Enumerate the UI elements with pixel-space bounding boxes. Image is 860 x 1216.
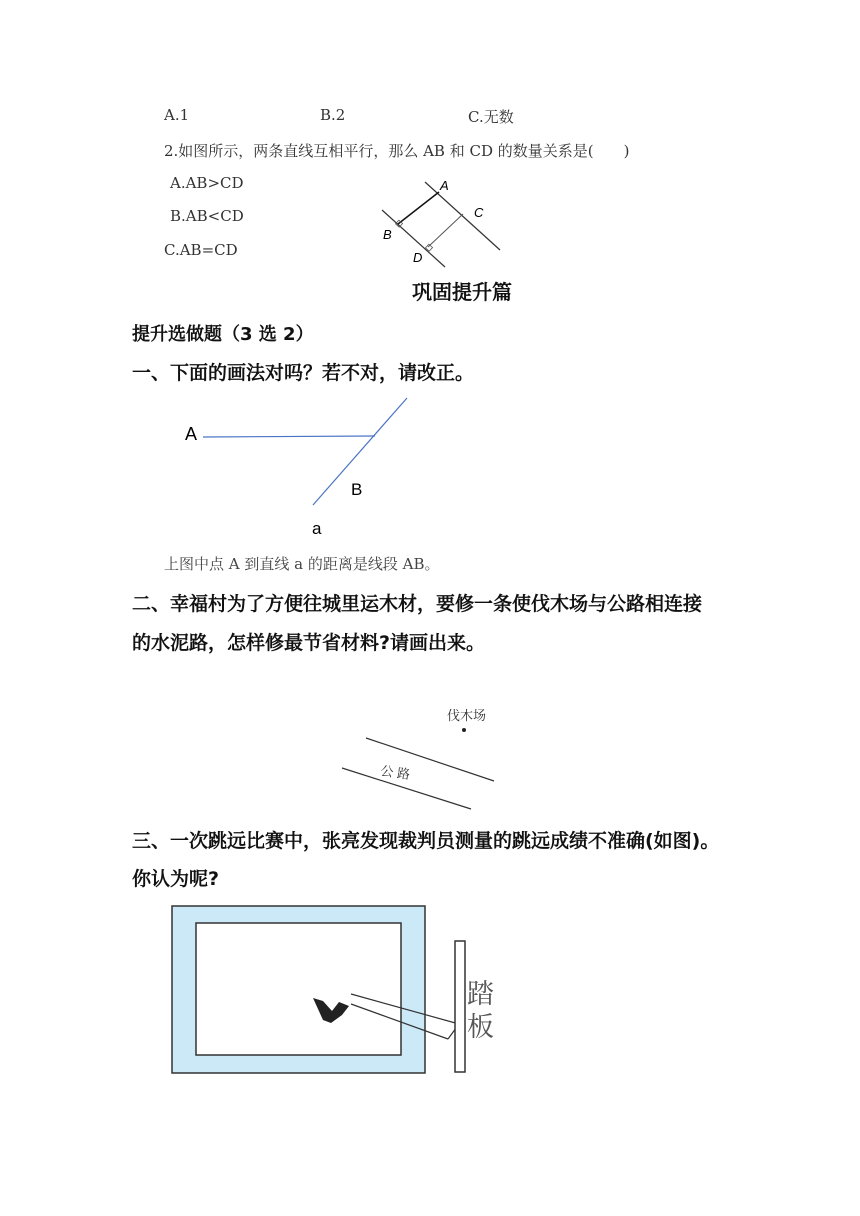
road-figure bbox=[330, 700, 530, 815]
pit-inner bbox=[196, 923, 401, 1055]
takeoff-board bbox=[455, 941, 465, 1072]
label-C: C bbox=[474, 205, 484, 220]
road-label: 公 路 bbox=[379, 763, 412, 783]
label-B: B bbox=[383, 227, 392, 242]
label-D: D bbox=[413, 250, 423, 265]
option-a: A.1 bbox=[164, 106, 190, 124]
problem-1-statement: 上图中点 A 到直线 a 的距离是线段 AB。 bbox=[164, 555, 440, 573]
problem-2-line-2: 的水泥路，怎样修最节省材料?请画出来。 bbox=[132, 632, 486, 654]
label-point-A: A bbox=[185, 424, 198, 444]
section-title: 巩固提升篇 bbox=[412, 280, 512, 304]
board-label-2: 板 bbox=[467, 1012, 494, 1042]
logging-site-label: 伐木场 bbox=[447, 708, 487, 723]
problem-2-line-1: 二、幸福村为了方便往城里运木材，要修一条使伐木场与公路相连接 bbox=[132, 593, 703, 615]
label-A: A bbox=[440, 178, 449, 193]
perpendicular-figure bbox=[170, 390, 430, 550]
board-label-1: 踏 bbox=[467, 979, 494, 1009]
problem-3-line-1: 三、一次跳远比赛中，张亮发现裁判员测量的跳远成绩不准确(如图)。 bbox=[132, 830, 720, 852]
parallel-lines-figure bbox=[370, 172, 510, 272]
option-b: B.2 bbox=[320, 106, 346, 124]
problem-3-line-2: 你认为呢? bbox=[132, 868, 220, 890]
q2-option-a: A.AB>CD bbox=[170, 174, 244, 192]
q2-option-b: B.AB<CD bbox=[170, 207, 244, 225]
q2-option-c: C.AB=CD bbox=[164, 241, 238, 259]
label-point-B: B bbox=[351, 480, 363, 499]
label-line-a: a bbox=[312, 519, 322, 538]
question-2-stem: 2.如图所示，两条直线互相平行，那么 AB 和 CD 的数量关系是( ) bbox=[164, 142, 630, 160]
long-jump-figure bbox=[165, 898, 515, 1088]
subtitle: 提升选做题（3 选 2） bbox=[132, 324, 314, 345]
option-c: C.无数 bbox=[468, 108, 514, 126]
problem-1-title: 一、下面的画法对吗？若不对，请改正。 bbox=[132, 362, 475, 384]
logging-site-dot bbox=[462, 728, 466, 732]
